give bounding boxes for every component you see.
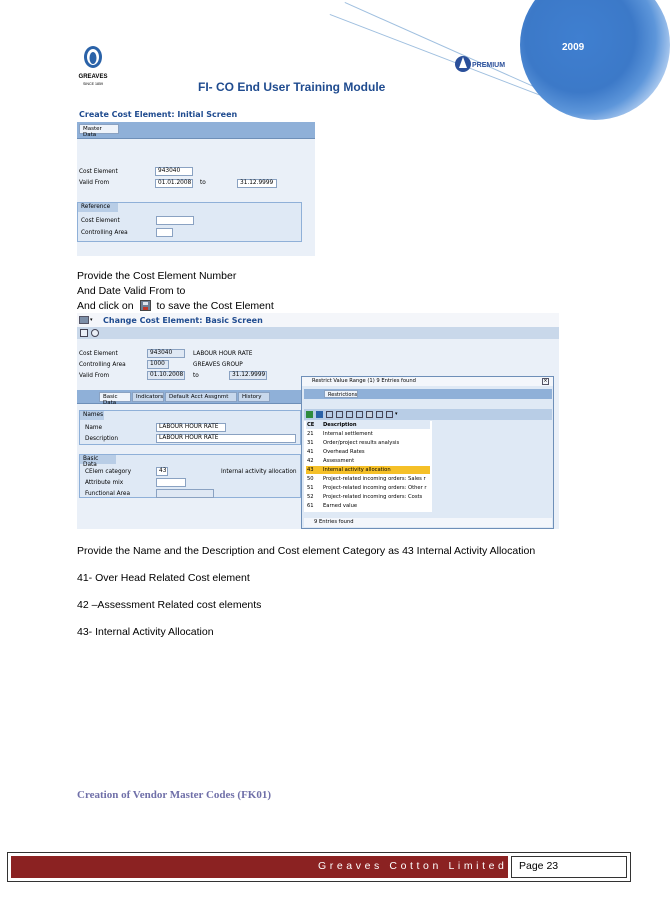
value-help-popup [301, 376, 554, 529]
search-icon[interactable] [91, 329, 99, 337]
ce-code: 41 [307, 449, 314, 455]
basic-data-group [79, 454, 301, 498]
popup-status-bar [304, 518, 552, 527]
cost-element-text: LABOUR HOUR RATE [193, 351, 253, 357]
tab-master-data[interactable]: Master Data [79, 124, 119, 134]
ce-description: Internal settlement [323, 431, 373, 437]
list-item[interactable] [306, 457, 430, 465]
cost-element-field: 943040 [147, 349, 185, 358]
ref-cost-element-field[interactable] [156, 216, 194, 225]
names-group-title: Names [80, 411, 104, 420]
instruction-line-3-end: to save the Cost Element [156, 300, 274, 312]
check-icon[interactable] [306, 411, 313, 418]
list-item[interactable] [306, 430, 430, 438]
popup-tab-strip [304, 389, 552, 399]
celem-category-field[interactable]: 43 [156, 467, 168, 476]
list-item[interactable] [306, 475, 430, 483]
names-group [79, 410, 301, 445]
ce-description: Internal activity allocation [323, 467, 391, 473]
description-field[interactable]: LABOUR HOUR RATE [156, 434, 296, 443]
paragraph-41: 41- Over Head Related Cost element [77, 572, 250, 584]
valid-from-label: Valid From [79, 373, 110, 379]
attribute-mix-label: Attribute mix [85, 480, 124, 486]
ce-code: 51 [307, 485, 314, 491]
svg-text:PREMIUM: PREMIUM [472, 62, 506, 69]
controlling-area-text: GREAVES GROUP [193, 362, 243, 368]
ce-description: Order/project results analysis [323, 440, 400, 446]
cost-element-label: Cost Element [79, 169, 118, 175]
name-field[interactable]: LABOUR HOUR RATE [156, 423, 226, 432]
cost-element-label: Cost Element [79, 351, 118, 357]
print-icon[interactable] [366, 411, 373, 418]
paragraph-category: Provide the Name and the Description and Cost element Category as 43 Internal Activity Allocation [77, 545, 536, 557]
ref-controlling-area-field[interactable] [156, 228, 173, 237]
chevron-down-icon[interactable]: ▾ [395, 411, 398, 417]
save-icon [140, 300, 151, 311]
paragraph-43: 43- Internal Activity Allocation [77, 626, 214, 638]
functional-area-label: Functional Area [85, 491, 131, 497]
filter-icon[interactable] [356, 411, 363, 418]
column-ce: CE [307, 422, 315, 428]
result-list [304, 421, 432, 512]
ce-description: Earned value [323, 503, 358, 509]
instruction-line-2: And Date Valid From to [77, 285, 186, 297]
reference-group [77, 202, 302, 242]
ce-description: Assessment [323, 458, 355, 464]
export-icon[interactable] [376, 411, 383, 418]
find-icon[interactable] [326, 411, 333, 418]
year-circle [520, 0, 670, 120]
page-title: FI- CO End User Training Module [198, 80, 386, 94]
attribute-mix-field[interactable] [156, 478, 186, 487]
entries-found-status: 9 Entries found [314, 519, 354, 525]
list-item[interactable] [306, 502, 430, 510]
close-icon[interactable]: × [543, 378, 548, 384]
ce-description: Overhead Rates [323, 449, 365, 455]
tab-default-acct-assignment[interactable]: Default Acct Assgnmt [165, 392, 237, 402]
valid-from-label: Valid From [79, 180, 110, 186]
section-heading: Creation of Vendor Master Codes (FK01) [77, 789, 272, 801]
ce-description: Project-related incoming orders: Sales r [323, 476, 426, 482]
sort-icon[interactable] [346, 411, 353, 418]
ref-controlling-area-label: Controlling Area [81, 230, 128, 236]
screen-title: Change Cost Element: Basic Screen [103, 316, 263, 325]
popup-toolbar [304, 409, 552, 420]
list-item[interactable] [306, 493, 430, 501]
valid-from-field[interactable]: 01.01.2008 [155, 179, 193, 188]
celem-category-text: Internal activity allocation [221, 469, 297, 475]
cancel-icon[interactable] [316, 411, 323, 418]
to-label: to [200, 180, 206, 186]
chevron-down-icon[interactable]: ▾ [90, 317, 93, 323]
controlling-area-label: Controlling Area [79, 362, 126, 368]
svg-text:GREAVES: GREAVES [78, 74, 108, 80]
svg-text:SINCE 1859: SINCE 1859 [83, 82, 103, 86]
display-change-icon[interactable] [79, 316, 89, 324]
year-label: 2009 [562, 42, 585, 53]
result-list-header [306, 421, 430, 429]
tab-history[interactable]: History [238, 392, 270, 402]
layout-icon[interactable] [386, 411, 393, 418]
list-item[interactable] [306, 448, 430, 456]
list-item[interactable] [306, 484, 430, 492]
ce-code: 42 [307, 458, 314, 464]
ce-code: 43 [307, 467, 314, 473]
basic-data-group-title: Basic Data [80, 455, 116, 464]
list-item[interactable] [306, 439, 430, 447]
ce-description: Project-related incoming orders: Costs [323, 494, 423, 500]
tab-strip [77, 122, 315, 139]
to-label: to [193, 373, 199, 379]
tab-indicators[interactable]: Indicators [132, 392, 164, 402]
controlling-area-field: 1000 [147, 360, 169, 369]
valid-to-field[interactable]: 31.12.9999 [237, 179, 277, 188]
column-description: Description [323, 422, 357, 428]
celem-category-label: CElem category [85, 469, 131, 475]
description-label: Description [85, 436, 119, 442]
page-number: Page 23 [519, 860, 559, 872]
greaves-logo [78, 44, 108, 88]
grid-icon[interactable] [80, 329, 88, 337]
functional-area-field[interactable] [156, 489, 214, 498]
instruction-line-3 [77, 300, 274, 312]
ce-code: 31 [307, 440, 314, 446]
tab-restrictions[interactable]: Restrictions [324, 390, 358, 398]
ce-description: Project-related incoming orders: Other r [323, 485, 427, 491]
find-next-icon[interactable] [336, 411, 343, 418]
popup-title: Restrict Value Range (1) 9 Entries found [312, 378, 416, 384]
tab-strip [77, 390, 301, 404]
tab-basic-data[interactable]: Basic Data [99, 392, 131, 402]
ce-code: 61 [307, 503, 314, 509]
name-label: Name [85, 425, 103, 431]
valid-to-field: 31.12.9999 [229, 371, 267, 380]
popup-title-bar [302, 377, 553, 386]
footer-company-name: Greaves Cotton Limited [318, 860, 508, 872]
cost-element-field[interactable]: 943040 [155, 167, 193, 176]
ce-code: 50 [307, 476, 314, 482]
ref-cost-element-label: Cost Element [81, 218, 120, 224]
paragraph-42: 42 –Assessment Related cost elements [77, 599, 262, 611]
sap-create-cost-element-screen [77, 108, 315, 256]
ce-code: 21 [307, 431, 314, 437]
instruction-line-1: Provide the Cost Element Number [77, 270, 237, 282]
ce-code: 52 [307, 494, 314, 500]
sap-change-cost-element-screen [77, 313, 559, 529]
instruction-line-3-start: And click on [77, 300, 134, 312]
premium-logo [454, 52, 506, 80]
toolbar [77, 327, 559, 339]
screen-title: Create Cost Element: Initial Screen [79, 110, 238, 119]
valid-from-field: 01.10.2008 [147, 371, 185, 380]
reference-group-title: Reference [78, 203, 118, 212]
list-item-selected[interactable] [306, 466, 430, 474]
